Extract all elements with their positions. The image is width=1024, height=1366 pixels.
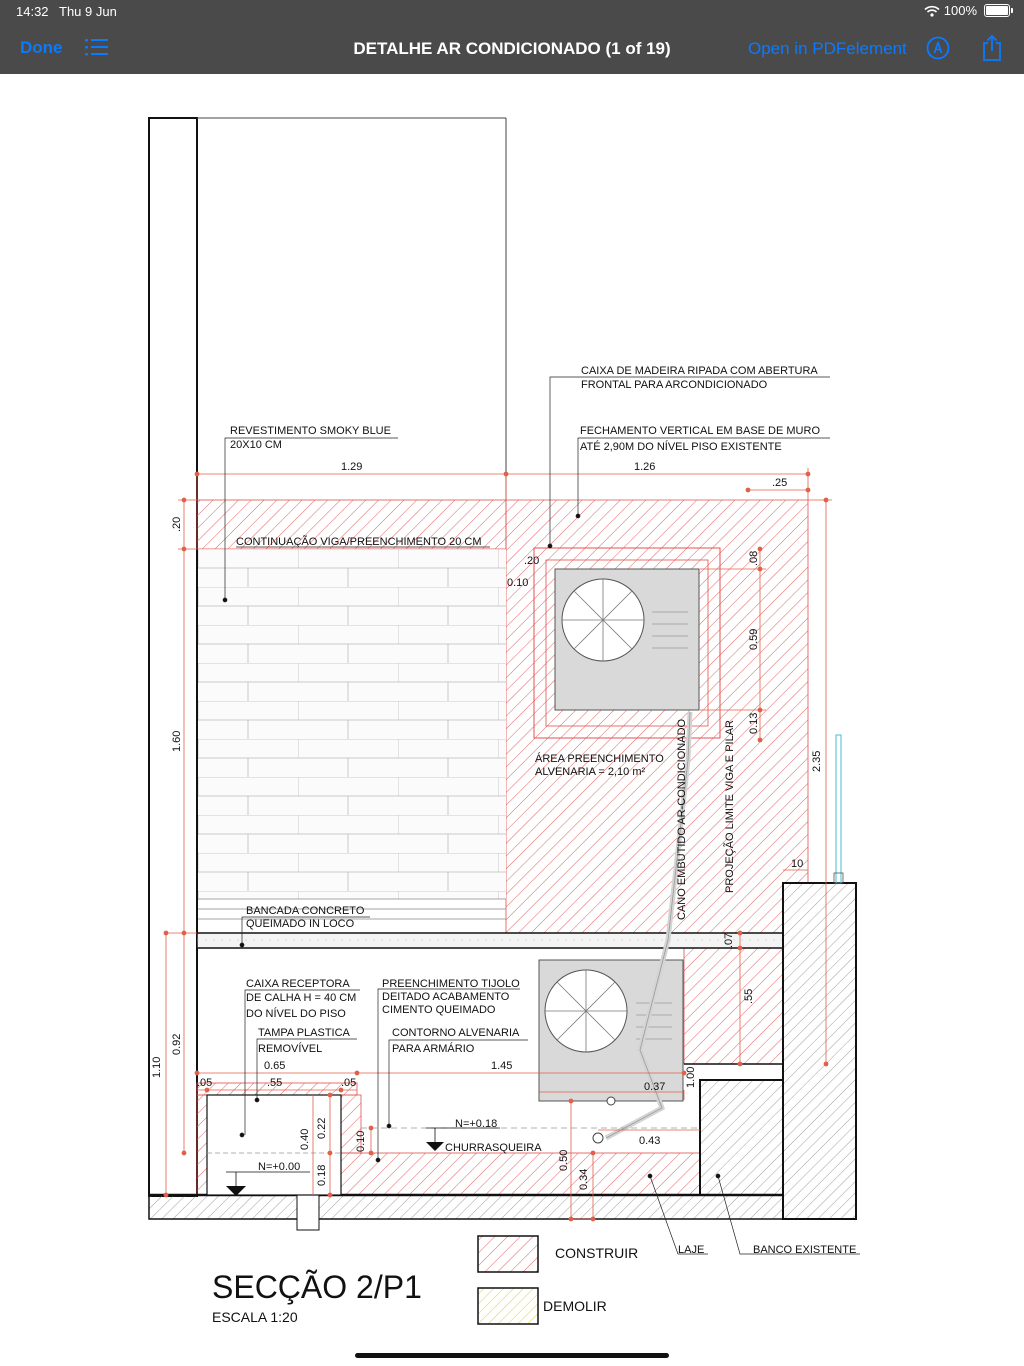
battery-icon (984, 4, 1010, 17)
laje-label: LAJE (678, 1244, 705, 1256)
wifi-icon (924, 5, 940, 17)
document-title: DETALHE AR CONDICIONADO (1 of 19) (353, 39, 671, 58)
note-fechamento-line1: FECHAMENTO VERTICAL EM BASE DE MURO (580, 425, 821, 437)
dim-040: 0.40 (299, 1128, 311, 1150)
done-button[interactable]: Done (20, 38, 63, 57)
note-area-line2: ALVENARIA = 2,10 m² (535, 766, 646, 778)
level-000-label: N=+0.00 (258, 1161, 301, 1173)
note-revestimento-line1: REVESTIMENTO SMOKY BLUE (230, 425, 391, 437)
navigation-bar (0, 24, 1024, 74)
legend-construir-swatch (478, 1236, 538, 1272)
note-contorno-line2: PARA ARMÁRIO (392, 1043, 475, 1055)
lower-ac-unit (539, 960, 683, 1101)
dim-235: 2.35 (811, 750, 823, 772)
dim-043: 0.43 (639, 1135, 661, 1147)
dim-55-right: .55 (743, 988, 755, 1004)
note-preenchimento-line1: PREENCHIMENTO TIJOLO (382, 978, 520, 990)
dim-022: 0.22 (316, 1117, 328, 1139)
legend-demolir-label: DEMOLIR (543, 1298, 607, 1314)
section-scale: ESCALA 1:20 (212, 1309, 298, 1325)
dim-065: 0.65 (264, 1060, 286, 1072)
note-preenchimento-line3: CIMENTO QUEIMADO (382, 1004, 496, 1016)
dim-013: 0.13 (748, 712, 760, 734)
upper-ac-unit (555, 569, 699, 710)
dim-010: 0.10 (507, 577, 529, 589)
glass-panel (834, 735, 843, 883)
dim-05a: .05 (197, 1077, 213, 1089)
open-in-pdfelement-button[interactable]: Open in PDFelement (748, 39, 907, 58)
note-calha-line3: DO NÍVEL DO PISO (246, 1008, 346, 1020)
dim-25: .25 (772, 477, 788, 489)
legend (478, 1236, 638, 1324)
dim-018: 0.18 (316, 1164, 328, 1186)
dim-07: .07 (723, 932, 735, 948)
note-fechamento-line2: ATÉ 2,90M DO NÍVEL PISO EXISTENTE (580, 441, 782, 453)
note-caixa-line1: CAIXA DE MADEIRA RIPADA COM ABERTURA (581, 365, 818, 377)
home-indicator[interactable] (355, 1353, 669, 1358)
note-calha-line2: DE CALHA H = 40 CM (246, 992, 357, 1004)
status-bar (0, 0, 1024, 24)
note-bancada-line1: BANCADA CONCRETO (246, 905, 365, 917)
churrasqueira-label: CHURRASQUEIRA (445, 1142, 542, 1154)
status-date: Thu 9 Jun (59, 4, 117, 19)
dim-037: 0.37 (644, 1081, 666, 1093)
dim-55-bottom: .55 (267, 1077, 283, 1089)
note-calha-line1: CAIXA RECEPTORA (246, 978, 350, 990)
dim-08: .08 (748, 550, 760, 566)
note-projecao: PROJEÇÃO LIMITE VIGA E PILAR (724, 720, 736, 893)
dim-059: 0.59 (748, 628, 760, 650)
status-time: 14:32 (16, 4, 49, 19)
note-viga: CONTINUAÇÃO VIGA/PREENCHIMENTO 20 CM (236, 536, 482, 548)
dim-05b: .05 (341, 1077, 357, 1089)
battery-percent: 100% (943, 3, 977, 18)
note-tampa-line2: REMOVÍVEL (258, 1043, 323, 1055)
markup-pen-icon[interactable] (926, 36, 950, 60)
floor-slab (149, 1195, 783, 1230)
note-bancada-line2: QUEIMADO IN LOCO (246, 918, 355, 930)
note-preenchimento-line2: DEITADO ACABAMENTO (382, 991, 510, 1003)
outline-list-icon[interactable] (85, 37, 109, 57)
note-tampa-line1: TAMPA PLASTICA (258, 1027, 350, 1039)
brick-cladding (198, 549, 506, 899)
legend-demolir-swatch (478, 1288, 538, 1324)
note-cano: CANO EMBUTIDO AR-CONDICIONADO (676, 718, 688, 920)
dim-126: 1.26 (634, 461, 656, 473)
dim-20-left: .20 (171, 516, 183, 532)
dim-10: 10 (791, 858, 804, 870)
share-icon[interactable] (981, 34, 1003, 62)
pdf-page-drawing[interactable] (0, 74, 1024, 1354)
section-title: SECÇÃO 2/P1 (212, 1269, 422, 1305)
dim-129: 1.29 (341, 461, 363, 473)
dim-050: 0.50 (558, 1149, 570, 1171)
dim-034: 0.34 (578, 1168, 590, 1190)
note-contorno-line1: CONTORNO ALVENARIA (392, 1027, 520, 1039)
note-revestimento-line2: 20X10 CM (230, 439, 282, 451)
dim-110: 1.10 (151, 1056, 163, 1078)
note-caixa-line2: FRONTAL PARA ARCONDICIONADO (581, 379, 768, 391)
concrete-counter (197, 933, 783, 948)
dim-20-box: .20 (524, 555, 540, 567)
dim-160: 1.60 (171, 730, 183, 752)
dim-145: 1.45 (491, 1060, 513, 1072)
note-area-line1: ÁREA PREENCHIMENTO (535, 753, 664, 765)
dim-010b: 0.10 (355, 1130, 367, 1152)
legend-construir-label: CONSTRUIR (555, 1245, 639, 1261)
level-018-label: N=+0.18 (455, 1118, 498, 1130)
dim-092: 0.92 (171, 1033, 183, 1055)
dim-100: 1.00 (685, 1066, 697, 1088)
banco-existente-label: BANCO EXISTENTE (753, 1244, 857, 1256)
status-right-group (924, 3, 1010, 18)
